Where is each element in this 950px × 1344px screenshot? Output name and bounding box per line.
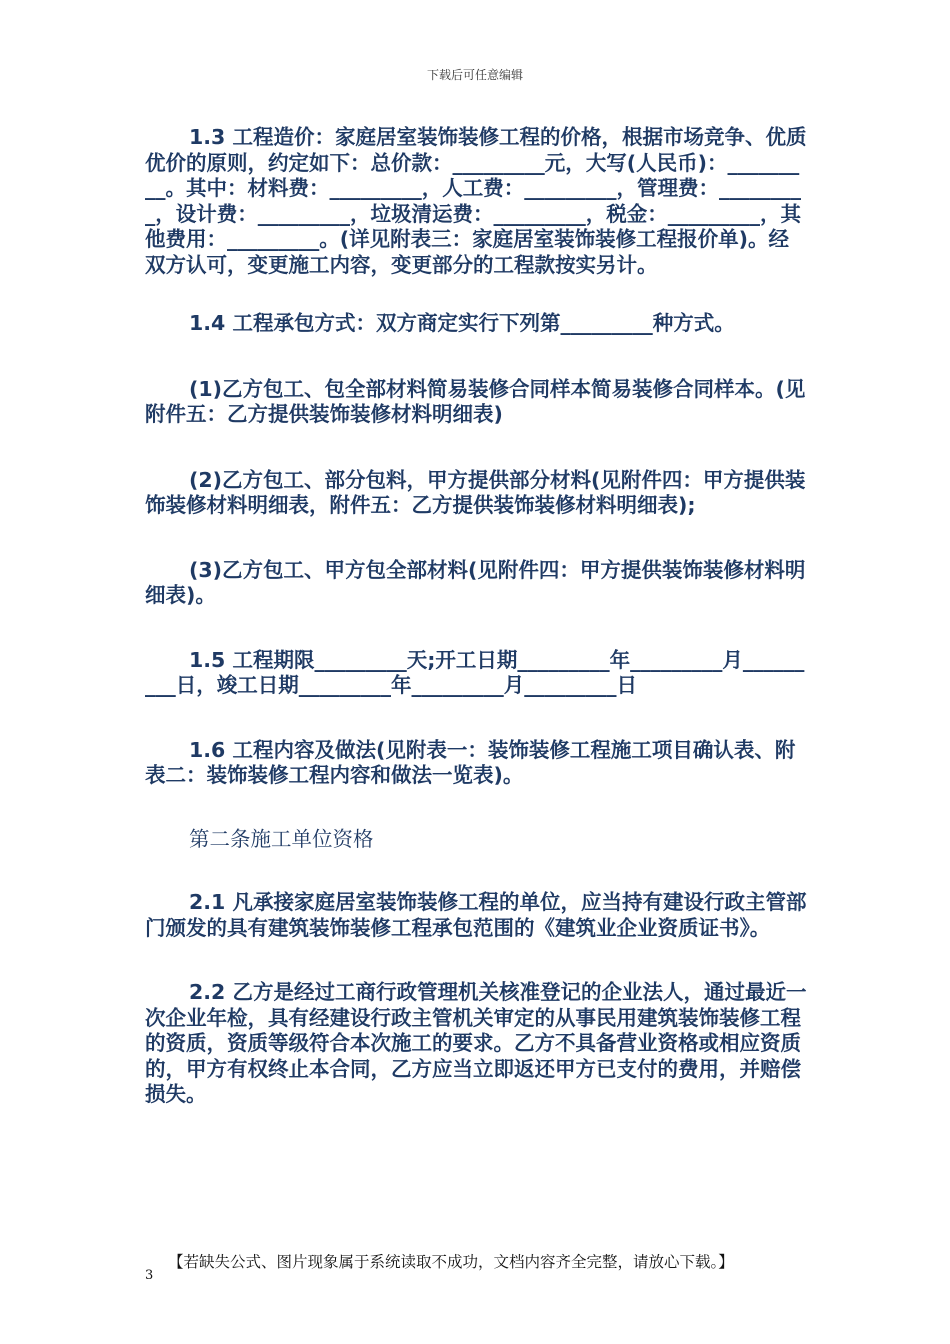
paragraph-option-1: (1)乙方包工、包全部材料简易装修合同样本简易装修合同样本。(见附件五：乙方提供装饰装修材料明细表) xyxy=(145,376,806,426)
paragraph-option-2: (2)乙方包工、部分包料，甲方提供部分材料(见附件四：甲方提供装饰装修材料明细表，附件五：乙方提供装饰装修材料明细表); xyxy=(145,467,806,517)
paragraph-2-1-qualification: 2.1 凡承接家庭居室装饰装修工程的单位，应当持有建设行政主管部门颁发的具有建筑装饰装修工程承包范围的《建筑业企业资质证书》。 xyxy=(145,890,807,940)
paragraph-1-6-project-content: 1.6 工程内容及做法(见附表一：装饰装修工程施工项目确认表、附表二：装饰装修工程内容和做法一览表)。 xyxy=(145,737,796,787)
document-body xyxy=(145,125,807,1108)
paragraph-1-5-project-period: 1.5 工程期限_________天;开工日期_________年_________月_________日，竣工日期_________年_________月_________日 xyxy=(145,647,805,697)
paragraph-1-4-contract-method: 1.4 工程承包方式：双方商定实行下列第_________种方式。 xyxy=(189,311,735,335)
page-number: 3 xyxy=(145,1268,154,1283)
section-heading-article-2: 第二条施工单位资格 xyxy=(189,826,374,851)
paragraph-1-3-project-cost: 1.3 工程造价：家庭居室装饰装修工程的价格，根据市场竞争、优质优价的原则，约定如下：总价款：_________元，大写(人民币)：_________。其中：材料费：_________，人工费：_________，管理费：_________，设计费：_________，垃圾清运费：_________，税金：_________，其他费用：_________。(详见附表三：家庭居室装饰装修工程报价单)。经双方认可，变更施工内容，变更部分的工程款按实另计。 xyxy=(145,125,807,277)
page-header: 下载后可任意编辑 xyxy=(426,68,523,82)
paragraph-option-3: (3)乙方包工、甲方包全部材料(见附件四：甲方提供装饰装修材料明细表)。 xyxy=(145,557,806,607)
footer-note: 【若缺失公式、图片现象属于系统读取不成功，文档内容齐全完整，请放心下载。】 xyxy=(168,1253,734,1271)
paragraph-2-2-contractor-legal: 2.2 乙方是经过工商行政管理机关核准登记的企业法人，通过最近一次企业年检，具有经建设行政主管机关审定的从事民用建筑装饰装修工程的资质，资质等级符合本次施工的要求。乙方不具备营业资格或相应资质的，甲方有权终止本合同，乙方应当立即返还甲方已支付的费用，并赔偿损失。 xyxy=(145,980,807,1106)
